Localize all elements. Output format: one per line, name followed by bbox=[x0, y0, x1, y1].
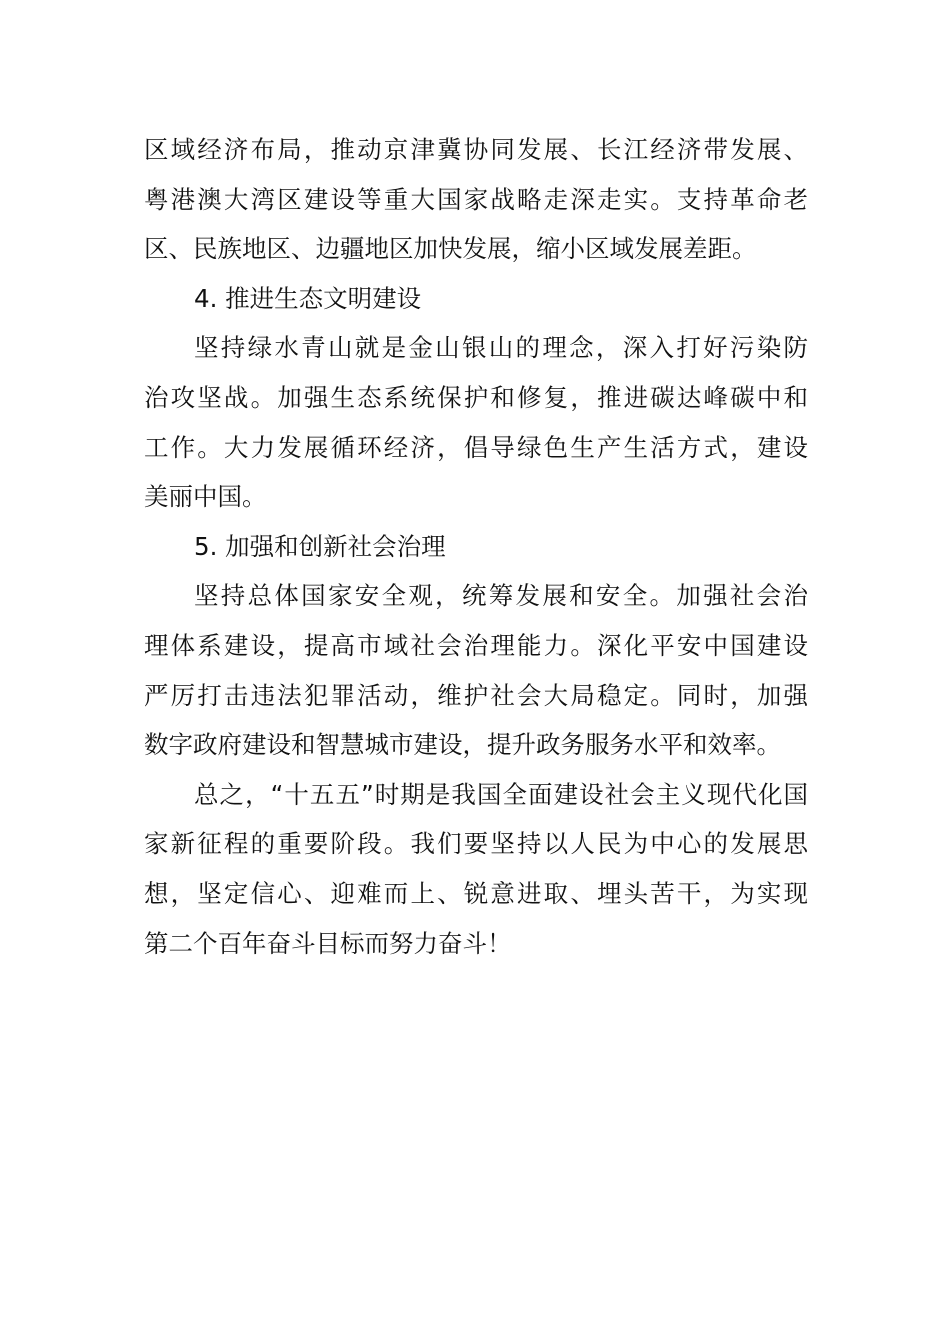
paragraph-conclusion-line-4: 第二个百年奋斗目标而努力奋斗！ bbox=[144, 928, 512, 958]
paragraph-ecology-line-4: 美丽中国。 bbox=[144, 482, 267, 512]
paragraph-conclusion-line-2: 家新征程的重要阶段。我们要坚持以人民为中心的发展思 bbox=[144, 829, 808, 859]
paragraph-governance-line-4: 数字政府建设和智慧城市建设，提升政务服务水平和效率。 bbox=[144, 730, 781, 760]
paragraph-ecology-line-1: 坚持绿水青山就是金山银山的理念，深入打好污染防 bbox=[194, 333, 808, 363]
paragraph-governance-line-2: 理体系建设，提高市域社会治理能力。深化平安中国建设 bbox=[144, 630, 808, 660]
paragraph-conclusion-line-1: 总之，“十五五”时期是我国全面建设社会主义现代化国 bbox=[194, 779, 808, 809]
paragraph-governance-line-1: 坚持总体国家安全观，统筹发展和安全。加强社会治 bbox=[194, 581, 808, 611]
section-heading-ecology: 4. 推进生态文明建设 bbox=[194, 283, 422, 313]
document-body bbox=[144, 125, 808, 968]
paragraph-regional-line-1: 区域经济布局，推动京津冀协同发展、长江经济带发展、 bbox=[144, 135, 808, 164]
paragraph-ecology-line-2: 治攻坚战。加强生态系统保护和修复，推进碳达峰碳中和 bbox=[144, 382, 808, 412]
paragraph-conclusion-line-3: 想，坚定信心、迎难而上、锐意进取、埋头苦干，为实现 bbox=[144, 878, 808, 908]
paragraph-regional-line-2: 粤港澳大湾区建设等重大国家战略走深走实。支持革命老 bbox=[144, 184, 808, 214]
section-heading-governance: 5. 加强和创新社会治理 bbox=[194, 531, 446, 561]
paragraph-ecology-line-3: 工作。大力发展循环经济，倡导绿色生产生活方式，建设 bbox=[144, 432, 808, 462]
paragraph-governance-line-3: 严厉打击违法犯罪活动，维护社会大局稳定。同时，加强 bbox=[144, 680, 808, 710]
paragraph-regional-line-3: 区、民族地区、边疆地区加快发展，缩小区域发展差距。 bbox=[144, 234, 757, 264]
